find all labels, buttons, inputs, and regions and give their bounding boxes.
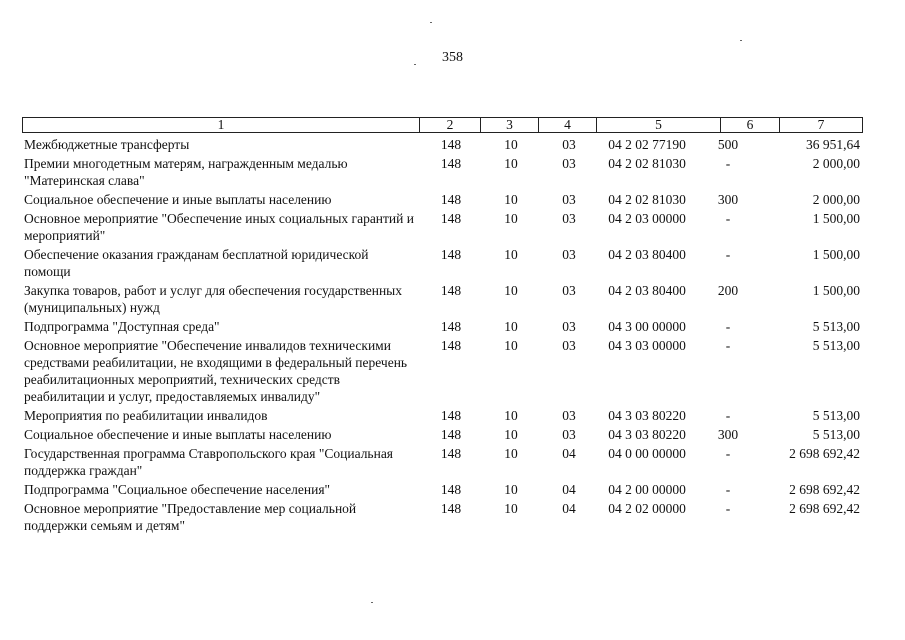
table-row bbox=[0, 426, 905, 443]
row-expense-type: - bbox=[725, 338, 731, 353]
row-expense-type: 300 bbox=[717, 427, 739, 442]
row-name: Межбюджетные трансферты bbox=[24, 137, 190, 152]
row-target-item: 04 2 03 80400 bbox=[608, 283, 686, 298]
row-expense-type: - bbox=[725, 247, 731, 262]
row-admin-code: 148 bbox=[440, 211, 462, 226]
row-section: 10 bbox=[504, 482, 518, 497]
scan-speck bbox=[740, 40, 742, 41]
header-col-7: 7 bbox=[779, 118, 862, 132]
row-amount: 36 951,64 bbox=[806, 137, 860, 152]
row-amount: 5 513,00 bbox=[812, 338, 860, 353]
row-amount: 5 513,00 bbox=[812, 319, 860, 334]
table-row bbox=[0, 191, 905, 208]
row-section: 10 bbox=[504, 319, 518, 334]
row-name: Основное мероприятие "Предоставление мер социальной поддержки семьям и детям" bbox=[24, 501, 357, 533]
row-admin-code: 148 bbox=[440, 283, 462, 298]
row-target-item: 04 3 03 80220 bbox=[608, 427, 686, 442]
row-name: Социальное обеспечение и иные выплаты населению bbox=[24, 427, 332, 442]
row-name: Подпрограмма "Социальное обеспечение населения" bbox=[24, 482, 331, 497]
row-target-item: 04 3 03 00000 bbox=[608, 338, 686, 353]
row-name: Закупка товаров, работ и услуг для обеспечения государственных (муниципальных) нужд bbox=[24, 283, 403, 315]
row-admin-code: 148 bbox=[440, 427, 462, 442]
row-amount: 2 698 692,42 bbox=[789, 446, 860, 461]
row-section: 10 bbox=[504, 338, 518, 353]
row-subsection: 03 bbox=[562, 247, 576, 262]
row-name: Подпрограмма "Доступная среда" bbox=[24, 319, 220, 334]
row-expense-type: - bbox=[725, 156, 731, 171]
table-row bbox=[0, 282, 905, 316]
row-subsection: 03 bbox=[562, 156, 576, 171]
row-amount: 1 500,00 bbox=[812, 211, 860, 226]
row-section: 10 bbox=[504, 192, 518, 207]
row-admin-code: 148 bbox=[440, 247, 462, 262]
row-subsection: 03 bbox=[562, 211, 576, 226]
row-target-item: 04 2 03 80400 bbox=[608, 247, 686, 262]
row-admin-code: 148 bbox=[440, 408, 462, 423]
row-amount: 5 513,00 bbox=[812, 408, 860, 423]
row-name: Государственная программа Ставропольского края "Социальная поддержка граждан" bbox=[24, 446, 394, 478]
row-name: Премии многодетным матерям, награжденным медалью "Материнская слава" bbox=[24, 156, 348, 188]
row-subsection: 03 bbox=[562, 192, 576, 207]
row-subsection: 03 bbox=[562, 427, 576, 442]
row-section: 10 bbox=[504, 283, 518, 298]
table-body bbox=[0, 136, 905, 536]
row-amount: 5 513,00 bbox=[812, 427, 860, 442]
page-number: 358 bbox=[442, 50, 463, 65]
row-subsection: 04 bbox=[562, 446, 576, 461]
row-expense-type: - bbox=[725, 501, 731, 516]
row-amount: 1 500,00 bbox=[812, 283, 860, 298]
row-section: 10 bbox=[504, 247, 518, 262]
row-target-item: 04 2 03 00000 bbox=[608, 211, 686, 226]
row-amount: 2 698 692,42 bbox=[789, 482, 860, 497]
header-col-5: 5 bbox=[596, 118, 720, 132]
row-subsection: 03 bbox=[562, 283, 576, 298]
row-section: 10 bbox=[504, 427, 518, 442]
row-target-item: 04 0 00 00000 bbox=[608, 446, 686, 461]
row-name: Обеспечение оказания гражданам бесплатной юридической помощи bbox=[24, 247, 369, 279]
table-row bbox=[0, 337, 905, 405]
row-target-item: 04 2 02 81030 bbox=[608, 192, 686, 207]
row-section: 10 bbox=[504, 446, 518, 461]
row-expense-type: 200 bbox=[717, 283, 739, 298]
row-amount: 2 698 692,42 bbox=[789, 501, 860, 516]
table-row bbox=[0, 210, 905, 244]
row-name: Социальное обеспечение и иные выплаты населению bbox=[24, 192, 332, 207]
header-col-1: 1 bbox=[217, 117, 225, 132]
scan-speck bbox=[414, 64, 416, 65]
row-subsection: 03 bbox=[562, 338, 576, 353]
row-admin-code: 148 bbox=[440, 137, 462, 152]
row-subsection: 04 bbox=[562, 501, 576, 516]
table-row bbox=[0, 318, 905, 335]
row-target-item: 04 2 02 81030 bbox=[608, 156, 686, 171]
row-admin-code: 148 bbox=[440, 501, 462, 516]
row-subsection: 03 bbox=[562, 408, 576, 423]
header-col-6: 6 bbox=[720, 118, 779, 132]
row-subsection: 04 bbox=[562, 482, 576, 497]
row-section: 10 bbox=[504, 156, 518, 171]
row-target-item: 04 2 02 00000 bbox=[608, 501, 686, 516]
table-row bbox=[0, 481, 905, 498]
table-row bbox=[0, 445, 905, 479]
row-amount: 1 500,00 bbox=[812, 247, 860, 262]
row-admin-code: 148 bbox=[440, 192, 462, 207]
scan-speck bbox=[430, 22, 432, 23]
row-expense-type: - bbox=[725, 211, 731, 226]
row-name: Основное мероприятие "Обеспечение инвалидов техническими средствами реабилитации, не входящими в федеральный перечень реабилитационных мероприятий, технических средств реабилитации и услуг, предоставляемых инвалиду" bbox=[24, 338, 408, 404]
row-section: 10 bbox=[504, 137, 518, 152]
scan-speck bbox=[371, 602, 373, 603]
row-section: 10 bbox=[504, 211, 518, 226]
table-row bbox=[0, 407, 905, 424]
row-expense-type: - bbox=[725, 408, 731, 423]
row-name: Мероприятия по реабилитации инвалидов bbox=[24, 408, 268, 423]
row-admin-code: 148 bbox=[440, 482, 462, 497]
row-amount: 2 000,00 bbox=[812, 156, 860, 171]
row-admin-code: 148 bbox=[440, 319, 462, 334]
row-expense-type: - bbox=[725, 482, 731, 497]
header-col-4: 4 bbox=[538, 118, 596, 132]
table-row bbox=[0, 246, 905, 280]
header-col-3: 3 bbox=[480, 118, 538, 132]
row-target-item: 04 3 03 80220 bbox=[608, 408, 686, 423]
row-admin-code: 148 bbox=[440, 338, 462, 353]
row-expense-type: - bbox=[725, 446, 731, 461]
header-col-2: 2 bbox=[419, 118, 480, 132]
row-expense-type: - bbox=[725, 319, 731, 334]
row-subsection: 03 bbox=[562, 319, 576, 334]
row-section: 10 bbox=[504, 408, 518, 423]
table-row bbox=[0, 500, 905, 534]
row-name: Основное мероприятие "Обеспечение иных социальных гарантий и мероприятий" bbox=[24, 211, 414, 243]
row-expense-type: 300 bbox=[717, 192, 739, 207]
row-subsection: 03 bbox=[562, 137, 576, 152]
row-admin-code: 148 bbox=[440, 446, 462, 461]
row-target-item: 04 3 00 00000 bbox=[608, 319, 686, 334]
table-header bbox=[22, 117, 863, 133]
row-amount: 2 000,00 bbox=[812, 192, 860, 207]
row-section: 10 bbox=[504, 501, 518, 516]
row-admin-code: 148 bbox=[440, 156, 462, 171]
table-row bbox=[0, 155, 905, 189]
row-target-item: 04 2 02 77190 bbox=[608, 137, 686, 152]
row-expense-type: 500 bbox=[717, 137, 739, 152]
row-target-item: 04 2 00 00000 bbox=[608, 482, 686, 497]
table-row bbox=[0, 136, 905, 153]
